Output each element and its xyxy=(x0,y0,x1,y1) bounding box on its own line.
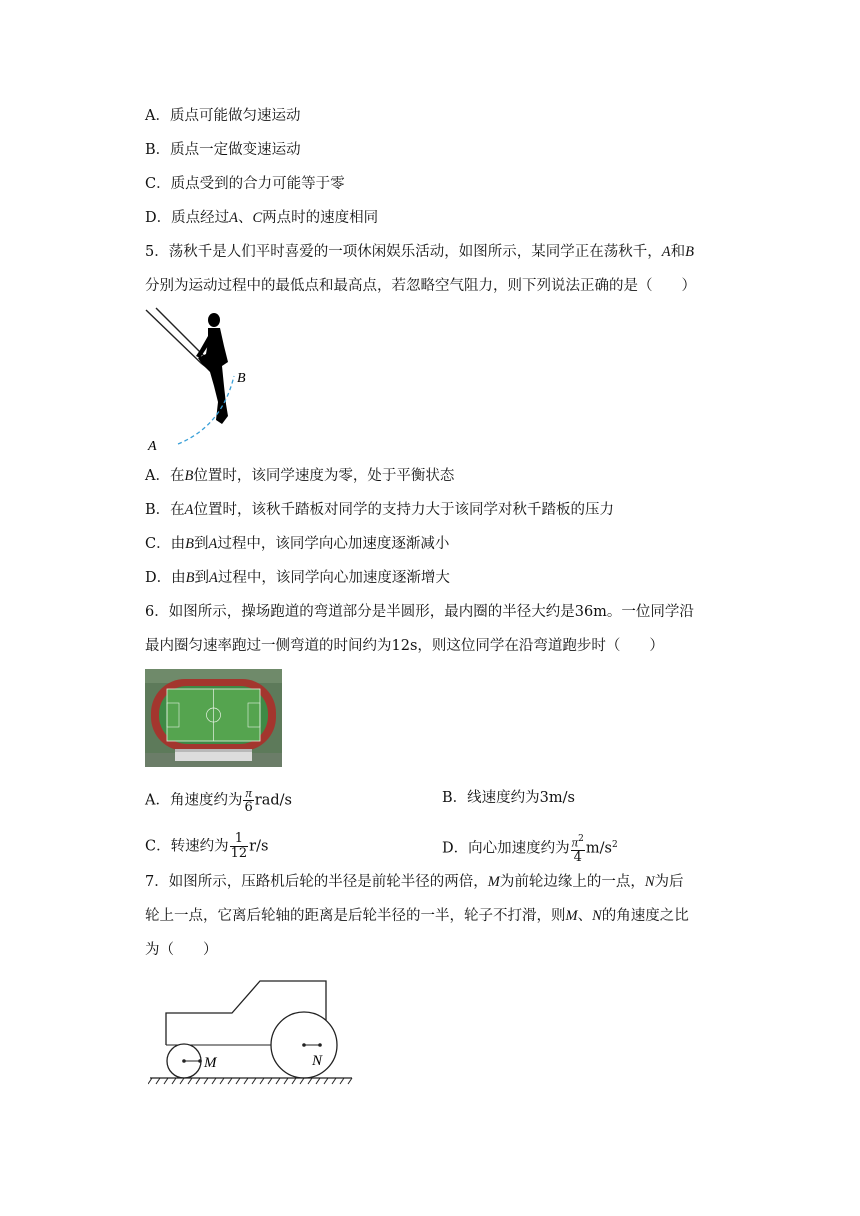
q7-stem-line1: 7．如图所示，压路机后轮的半径是前轮半径的两倍，M为前轮边缘上的一点，N为后 xyxy=(145,874,684,890)
fraction-pi-squared-over-4: $\frac{\pi^2}{4}$ xyxy=(571,834,584,866)
label-a: A xyxy=(148,439,157,454)
q7-stem-line2: 轮上一点，它离后轮轴的距离是后轮半径的一半，轮子不打滑，则M、N的角速度之比 xyxy=(145,908,689,924)
swing-figure xyxy=(142,306,262,456)
q5-option-d: D．由B到A过程中，该同学向心加速度逐渐增大 xyxy=(145,570,450,586)
q4-option-b: B．质点一定做变速运动 xyxy=(145,142,301,158)
q5-stem-line2: 分别为运动过程中的最低点和最高点，若忽略空气阻力，则下列说法正确的是（ ） xyxy=(145,278,696,294)
q5-option-c: C．由B到A过程中，该同学向心加速度逐渐减小 xyxy=(145,536,450,552)
label-m: M xyxy=(204,1055,217,1071)
q6-option-b: B．线速度约为3m/s xyxy=(442,790,575,806)
q4-option-a: A．质点可能做匀速运动 xyxy=(145,108,301,124)
q5-option-b: B．在A位置时，该秋千踏板对同学的支持力大于该同学对秋千踏板的压力 xyxy=(145,502,615,518)
q6-option-d: D．向心加速度约为 $\frac{\pi^2}{4}$ $m/s^2$ xyxy=(442,834,618,866)
q5-stem-line1: 5．荡秋千是人们平时喜爱的一项休闲娱乐活动，如图所示，某同学正在荡秋千，A和B xyxy=(145,244,694,260)
q6-stem-line1: 6．如图所示，操场跑道的弯道部分是半圆形，最内圈的半径大约是36m。一位同学沿 xyxy=(145,604,694,620)
q4-option-c: C．质点受到的合力可能等于零 xyxy=(145,176,345,192)
stadium-photo xyxy=(145,669,282,767)
q4-option-d: D．质点经过A、C两点时的速度相同 xyxy=(145,210,379,226)
q6-stem-line2: 最内圈匀速率跑过一侧弯道的时间约为12s，则这位同学在沿弯道跑步时（ ） xyxy=(145,638,664,654)
label-b: B xyxy=(237,371,246,386)
q6-option-a: A．角速度约为 $\frac{\pi}{6}$ rad/s xyxy=(145,785,292,815)
fraction-pi-over-6: $\frac{\pi}{6}$ xyxy=(244,785,253,815)
q7-stem-line3: 为（ ） xyxy=(145,942,218,958)
road-roller-figure xyxy=(148,975,354,1091)
label-n: N xyxy=(312,1053,323,1069)
fraction-1-over-12: $\frac{1}{12}$ xyxy=(230,831,248,861)
q6-option-c: C．转速约为 $\frac{1}{12}$ r/s xyxy=(145,831,269,861)
q5-option-a: A．在B位置时，该同学速度为零，处于平衡状态 xyxy=(145,468,455,484)
